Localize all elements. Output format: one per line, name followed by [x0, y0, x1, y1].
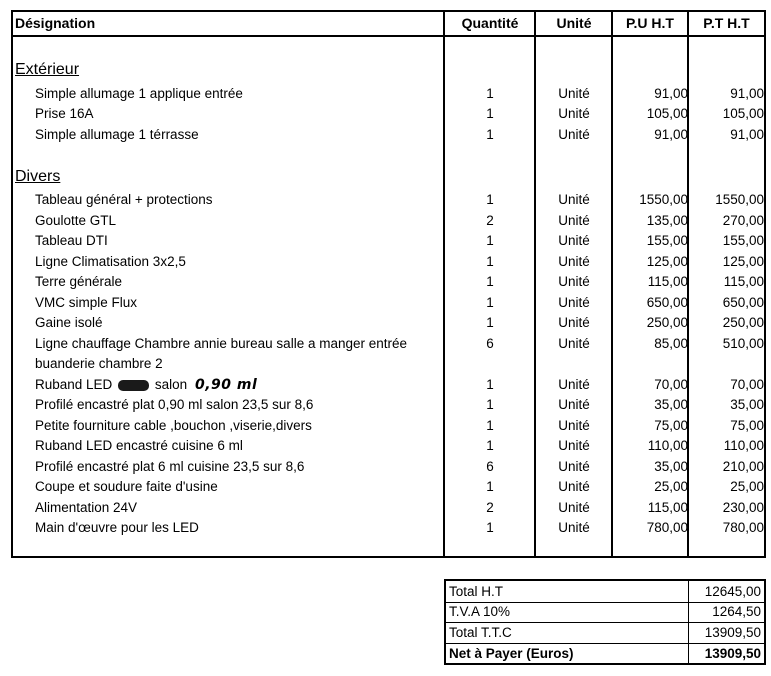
- item-designation: Ligne chauffage Chambre annie bureau salle a manger entrée: [35, 336, 408, 351]
- table-row: [13, 293, 764, 313]
- table-row: [13, 375, 764, 395]
- table-row: [13, 436, 764, 456]
- item-quantity: 1: [486, 127, 494, 142]
- table-row: [13, 498, 764, 518]
- item-unit: Unité: [558, 418, 590, 433]
- item-total-price: 270,00: [722, 213, 764, 228]
- item-unit-price: 125,00: [646, 254, 688, 269]
- item-unit: Unité: [558, 459, 590, 474]
- tva-label: T.V.A 10%: [449, 604, 511, 619]
- item-quantity: 2: [486, 213, 494, 228]
- item-quantity: 1: [486, 315, 494, 330]
- item-unit-price: 35,00: [654, 397, 688, 412]
- invoice-table: [11, 10, 766, 558]
- item-quantity: 1: [486, 397, 494, 412]
- item-designation: Goulotte GTL: [35, 213, 117, 228]
- item-total-price: 25,00: [730, 479, 764, 494]
- item-total-price: 650,00: [722, 295, 764, 310]
- header-divider: [13, 35, 764, 37]
- item-quantity: 6: [486, 336, 494, 351]
- item-quantity: 1: [486, 86, 494, 101]
- item-unit-price: 25,00: [654, 479, 688, 494]
- totals-row: [446, 602, 764, 622]
- header-pu: P.U H.T: [626, 15, 674, 31]
- item-unit: Unité: [558, 254, 590, 269]
- item-designation: Petite fourniture cable ,bouchon ,viserie,divers: [35, 418, 312, 433]
- item-designation: Profilé encastré plat 0,90 ml salon 23,5 sur 8,6: [35, 397, 314, 412]
- item-designation: Ruband LED encastré cuisine 6 ml: [35, 438, 243, 453]
- item-total-price: 35,00: [730, 397, 764, 412]
- item-total-price: 110,00: [723, 438, 764, 453]
- item-quantity: 1: [486, 418, 494, 433]
- table-row: [13, 334, 764, 354]
- item-unit: Unité: [558, 192, 590, 207]
- item-quantity: 1: [486, 295, 494, 310]
- item-unit-price: 250,00: [646, 315, 688, 330]
- item-designation-end: salon: [154, 377, 188, 392]
- table-row: [13, 231, 764, 251]
- item-unit: Unité: [558, 377, 590, 392]
- item-unit: Unité: [558, 233, 590, 248]
- header-quantite: Quantité: [461, 15, 519, 31]
- item-quantity: 1: [486, 254, 494, 269]
- item-unit-price: 91,00: [654, 86, 688, 101]
- item-total-price: 230,00: [722, 500, 764, 515]
- item-unit-price: 1550,00: [639, 192, 688, 207]
- item-unit-price: 75,00: [654, 418, 688, 433]
- table-row: [13, 477, 764, 497]
- item-unit-price: 115,00: [647, 500, 688, 515]
- totals-row: [446, 623, 764, 643]
- section-title-divers: Divers: [15, 168, 61, 185]
- item-total-price: 91,00: [730, 86, 764, 101]
- item-designation: Ligne Climatisation 3x2,5: [35, 254, 186, 269]
- item-total-price: 70,00: [730, 377, 764, 392]
- item-quantity: 1: [486, 377, 494, 392]
- item-designation: Terre générale: [35, 274, 123, 289]
- item-quantity: 1: [486, 274, 494, 289]
- item-designation-line2: buanderie chambre 2: [35, 356, 163, 371]
- item-quantity: 1: [486, 520, 494, 535]
- item-quantity: 1: [486, 106, 494, 121]
- item-total-price: 155,00: [722, 233, 764, 248]
- header-pt: P.T H.T: [703, 15, 750, 31]
- item-designation: VMC simple Flux: [35, 295, 138, 310]
- table-row: [13, 395, 764, 415]
- table-row: [13, 211, 764, 231]
- total-ttc-value: 13909,50: [704, 625, 761, 640]
- item-total-price: 250,00: [722, 315, 764, 330]
- item-unit: Unité: [558, 127, 590, 142]
- item-designation: Simple allumage 1 applique entrée: [35, 86, 243, 101]
- item-designation: Gaine isolé: [35, 315, 103, 330]
- item-total-price: 75,00: [730, 418, 764, 433]
- item-total-price: 105,00: [722, 106, 764, 121]
- item-designation: Coupe et soudure faite d'usine: [35, 479, 218, 494]
- table-row: [13, 252, 764, 272]
- item-unit-price: 91,00: [654, 127, 688, 142]
- table-row-continuation: [13, 354, 764, 374]
- section-heading-row: [13, 167, 764, 187]
- item-unit: Unité: [558, 336, 590, 351]
- item-unit-price: 155,00: [646, 233, 688, 248]
- item-total-price: 115,00: [723, 274, 764, 289]
- item-unit: Unité: [558, 500, 590, 515]
- item-unit: Unité: [558, 438, 590, 453]
- item-total-price: 510,00: [722, 336, 764, 351]
- table-row: [13, 104, 764, 124]
- section-heading-row: [13, 60, 764, 80]
- item-unit: Unité: [558, 520, 590, 535]
- item-designation: Alimentation 24V: [35, 500, 138, 515]
- item-unit-price: 70,00: [654, 377, 688, 392]
- item-designation: Main d'œuvre pour les LED: [35, 520, 199, 535]
- totals-row: [446, 644, 764, 664]
- table-row: [13, 272, 764, 292]
- table-row: [13, 416, 764, 436]
- item-unit: Unité: [558, 295, 590, 310]
- item-designation: Simple allumage 1 térrasse: [35, 127, 199, 142]
- table-row: [13, 190, 764, 210]
- item-unit-price: 115,00: [647, 274, 688, 289]
- tva-value: 1264,50: [712, 604, 761, 619]
- item-total-price: 125,00: [722, 254, 764, 269]
- item-unit: Unité: [558, 479, 590, 494]
- item-unit-price: 135,00: [646, 213, 688, 228]
- item-unit-price: 650,00: [646, 295, 688, 310]
- net-a-payer-label: Net à Payer (Euros): [449, 646, 574, 661]
- table-row: [13, 313, 764, 333]
- item-designation: Prise 16A: [35, 106, 94, 121]
- section-title-exterieur: Extérieur: [15, 61, 80, 78]
- totals-row: [446, 582, 764, 602]
- item-designation: Tableau DTI: [35, 233, 108, 248]
- item-unit-price: 85,00: [654, 336, 688, 351]
- item-quantity: 2: [486, 500, 494, 515]
- item-unit: Unité: [558, 274, 590, 289]
- item-unit-price: 110,00: [647, 438, 688, 453]
- table-row: [13, 457, 764, 477]
- item-designation-start: Ruband LED: [35, 377, 113, 392]
- item-designation: Profilé encastré plat 6 ml cuisine 23,5 sur 8,6: [35, 459, 305, 474]
- item-unit: Unité: [558, 315, 590, 330]
- item-designation: [35, 375, 187, 395]
- total-ht-value: 12645,00: [704, 584, 761, 599]
- item-total-price: 780,00: [722, 520, 764, 535]
- item-total-price: 91,00: [730, 127, 764, 142]
- item-unit: Unité: [558, 213, 590, 228]
- item-quantity: 1: [486, 438, 494, 453]
- totals-table: [444, 579, 766, 665]
- item-total-price: 210,00: [722, 459, 764, 474]
- item-unit-price: 780,00: [646, 520, 688, 535]
- item-total-price: 1550,00: [715, 192, 764, 207]
- table-row: [13, 84, 764, 104]
- item-quantity: 1: [486, 479, 494, 494]
- net-a-payer-value: 13909,50: [704, 646, 761, 661]
- item-unit: Unité: [558, 106, 590, 121]
- header-designation: Désignation: [15, 15, 96, 31]
- item-unit: Unité: [558, 397, 590, 412]
- item-unit: Unité: [558, 86, 590, 101]
- item-unit-price: 105,00: [646, 106, 688, 121]
- handwritten-annotation: 0,90 ml: [195, 377, 258, 393]
- total-ht-label: Total H.T: [449, 584, 504, 599]
- table-row: [13, 518, 764, 538]
- header-unite: Unité: [556, 15, 592, 31]
- item-unit-price: 35,00: [654, 459, 688, 474]
- redaction-scribble-icon: [118, 380, 149, 391]
- item-designation: Tableau général + protections: [35, 192, 213, 207]
- item-quantity: 1: [486, 233, 494, 248]
- total-ttc-label: Total T.T.C: [449, 625, 512, 640]
- table-row: [13, 125, 764, 145]
- item-quantity: 1: [486, 192, 494, 207]
- item-quantity: 6: [486, 459, 494, 474]
